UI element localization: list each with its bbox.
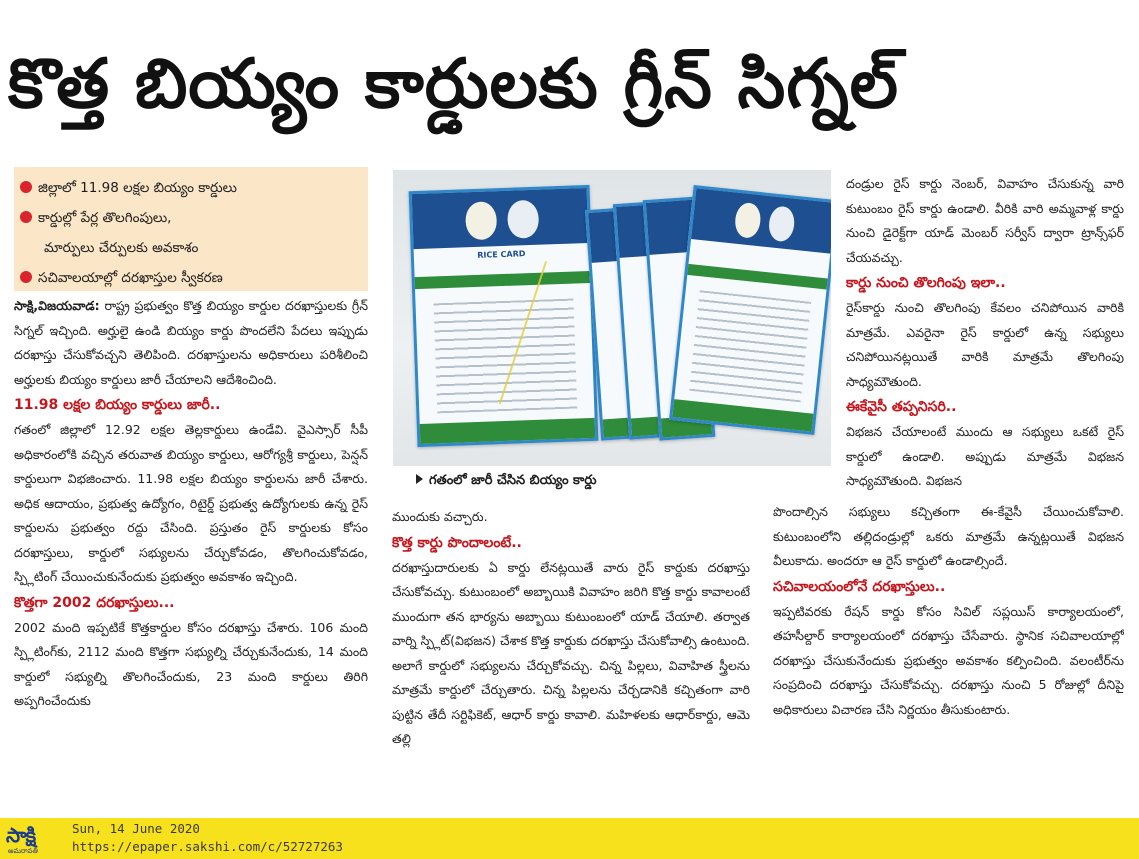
article-column-2 (392, 505, 750, 752)
dateline: సాక్షి,విజయవాడ: (14, 298, 100, 313)
bullet-dot-icon (20, 211, 32, 223)
epaper-link[interactable]: https://epaper.sakshi.com/c/52727263 (72, 839, 343, 854)
bullet-dot-icon (20, 271, 32, 283)
rice-card-image: RICE CARD (409, 185, 599, 447)
paragraph: పొందాల్సిన సభ్యులు కచ్చితంగా ఈ-కేవైసీ చేయించుకోవాలి. కుటుంబంలోని తల్లిదండ్రుల్లో ఒకరు మాత్రమే ఉన్నట్లయితే విభజన వీలుకాదు. అందరూ ఆ రైస్ కార్డులో ఉండాల్సిందే. (773, 504, 1124, 568)
paragraph: రైస్‌కార్డు నుంచి తొలగింపు కేవలం చనిపోయిన వారికి మాత్రమే. ఎవరైనా రైస్ కార్డులో ఉన్న సభ్యులు చనిపోయినట్లయితే వారికి మాత్రమే తొలగింపు సాధ్యమౌతుంది. (846, 300, 1124, 389)
intro-paragraph: సాక్షి,విజయవాడ: రాష్ట్ర ప్రభుత్వం కొత్త బియ్యం కార్డుల దరఖాస్తులకు గ్రీన్ సిగ్నల్ ఇచ్చింది. అర్హులై ఉండి బియ్యం కార్డు పొందలేని పేదలు ఇప్పుడు దరఖాస్తు చేసుకోవచ్చని తెలిపింది. దరఖాస్తులను అధికారులు పరిశీలించి అర్హులకు బియ్యం కార్డులు జారీ చేయాలని ఆదేశించింది. (14, 298, 368, 387)
paragraph: ఇప్పటివరకు రేషన్ కార్డు కోసం సివిల్ సప్లయిస్ కార్యాలయంలో, తహసీల్దార్ కార్యాలయంలో దరఖాస్తు చేసేవారు. స్థానిక సచివాలయాల్లో దరఖాస్తు చేసుకునేందుకు ప్రభుత్వం అవకాశం కల్పించింది. వలంటీర్‌ను సంప్రదించి దరఖాస్తు చేసుకోవచ్చు. దరఖాస్తు నుంచి 5 రోజుల్లో దీనిపై అధికారులు విచారణ చేసి నిర్ణయం తీసుకుంటారు. (773, 603, 1124, 717)
subheading: కొత్తగా 2002 దరఖాస్తులు... (14, 594, 175, 611)
subheading: 11.98 లక్షల బియ్యం కార్డులు జారీ.. (14, 397, 221, 413)
highlights-box (14, 167, 368, 291)
publication-date: Sun, 14 June 2020 (72, 821, 200, 836)
sakshi-logo[interactable]: సాక్షి అమరావతి (6, 823, 38, 855)
paragraph: దరఖాస్తుదారులకు ఏ కార్డు లేనట్లయితే వారు రైస్ కార్డుకు దరఖాస్తు చేసుకోవచ్చు. కుటుంబంలో అబ్బాయికి వివాహం జరిగి కొత్త కార్డు కావాలంటే ముందుగా తన భార్యను అబ్బాయి కుటుంబంలో యాడ్ చేయాలి. తర్వాత వార్ని స్ప్లిట్(విభజన) చేశాక కొత్త కార్డుకు దరఖాస్తు చేసుకోవాల్సి ఉంటుంది. అలాగే కార్డులో సభ్యులను చేర్చుకోవచ్చు. చిన్న పిల్లలు, వివాహిత స్త్రీలను మాత్రమే కార్డులో చేర్చుతారు. చిన్న పిల్లలను చేర్చడానికి కచ్చితంగా వారి పుట్టిన తేదీ సర్టిఫికెట్, ఆధార్ కార్డు కావాలి. మహిళలకు ఆధార్‌కార్డు, ఆమె తల్లి (392, 559, 750, 746)
subheading: సచివాలయంలోనే దరఖాస్తులు.. (773, 578, 946, 595)
photo-caption: గతంలో జారీ చేసిన బియ్యం కార్డు (392, 468, 832, 494)
article-column-1 (14, 294, 368, 714)
article-column-3-lower (773, 500, 1124, 722)
caption-arrow-icon (416, 474, 423, 484)
paragraph: గతంలో జిల్లాలో 12.92 లక్షల తెల్లకార్డులు ఉండేవి. వైఎస్సార్ సీపీ అధికారంలోకి వచ్చిన తరువాత బియ్యం కార్డులు, ఆరోగ్యశ్రీ కార్డులు, పెన్షన్ కార్డులుగా విభజించారు. 11.98 లక్షల బియ్యం కార్డులను జారీ చేశారు. అధిక ఆదాయం, ప్రభుత్వ ఉద్యోగం, రిటైర్డ్ ప్రభుత్వ ఉద్యోగులకు ఉన్న రైస్ కార్డులను ప్రభుత్వం రద్దు చేసింది. ప్రస్తుతం రైస్ కార్డులకు కోసం దరఖాస్తులు, కార్డులో సభ్యులను చేర్చుకోవడం, తొలగించుకోవడం, స్ప్లిటింగ్ చేయించుకునేందుకు ప్రభుత్వం అవకాశం ఇచ్చింది. (14, 422, 368, 584)
paragraph: ముందుకు వచ్చారు. (392, 509, 488, 524)
footer-bar (0, 818, 1139, 859)
highlight-item-continued: మార్పులు చేర్పులకు అవకాశం (44, 240, 199, 256)
subheading: కార్డు నుంచి తొలగింపు ఇలా.. (846, 275, 1006, 291)
highlight-item: జిల్లాలో 11.98 లక్షల బియ్యం కార్డులు (20, 173, 362, 203)
bullet-dot-icon (20, 181, 32, 193)
paragraph: 2002 మంది ఇప్పటికే కొత్తకార్డుల కోసం దరఖాస్తు చేశారు. 106 మంది స్ప్లిటింగ్‌కు, 2112 మంది కొత్తగా సభ్యుల్ని చేర్చుకునేందుకు, 14 మంది కార్డులో సభ్యుల్ని తొలగించేందుకు, 23 మంది కార్డులు తిరిగి అప్పగించేందుకు (14, 619, 368, 708)
highlight-item: సచివాలయాల్లో దరఖాస్తుల స్వీకరణ (20, 263, 362, 293)
rice-card-image (669, 185, 831, 435)
subheading: ఈకేవైసీ తప్పనిసరి.. (846, 399, 957, 415)
paragraph: విభజన చేయాలంటే ముందు ఆ సభ్యులు ఒకటే రైస్ కార్డులో ఉండాలి. అప్పుడు మాత్రమే విభజన సాధ్యమౌతుంది. విభజన (846, 424, 1124, 488)
paragraph: దండ్రుల రైస్ కార్డు నెంబర్, వివాహం చేసుకున్న వారి కుటుంబం రైస్ కార్డు ఉండాలి. వీరికి వారి అమ్మవాళ్ల కార్డు నుంచి డైరెక్ట్‌గా యాడ్ మెంబర్ సర్వీస్ ద్వారా ట్రాన్స్‌ఫర్ చేయవచ్చు. (846, 176, 1124, 265)
subheading: కొత్త కార్డు పొందాలంటే.. (392, 534, 522, 551)
highlight-item: కార్డుల్లో పేర్ల తొలగింపులు, (20, 203, 362, 233)
headline: కొత్త బియ్యం కార్డులకు గ్రీన్ సిగ్నల్ (8, 45, 899, 124)
article-column-3 (846, 172, 1124, 494)
